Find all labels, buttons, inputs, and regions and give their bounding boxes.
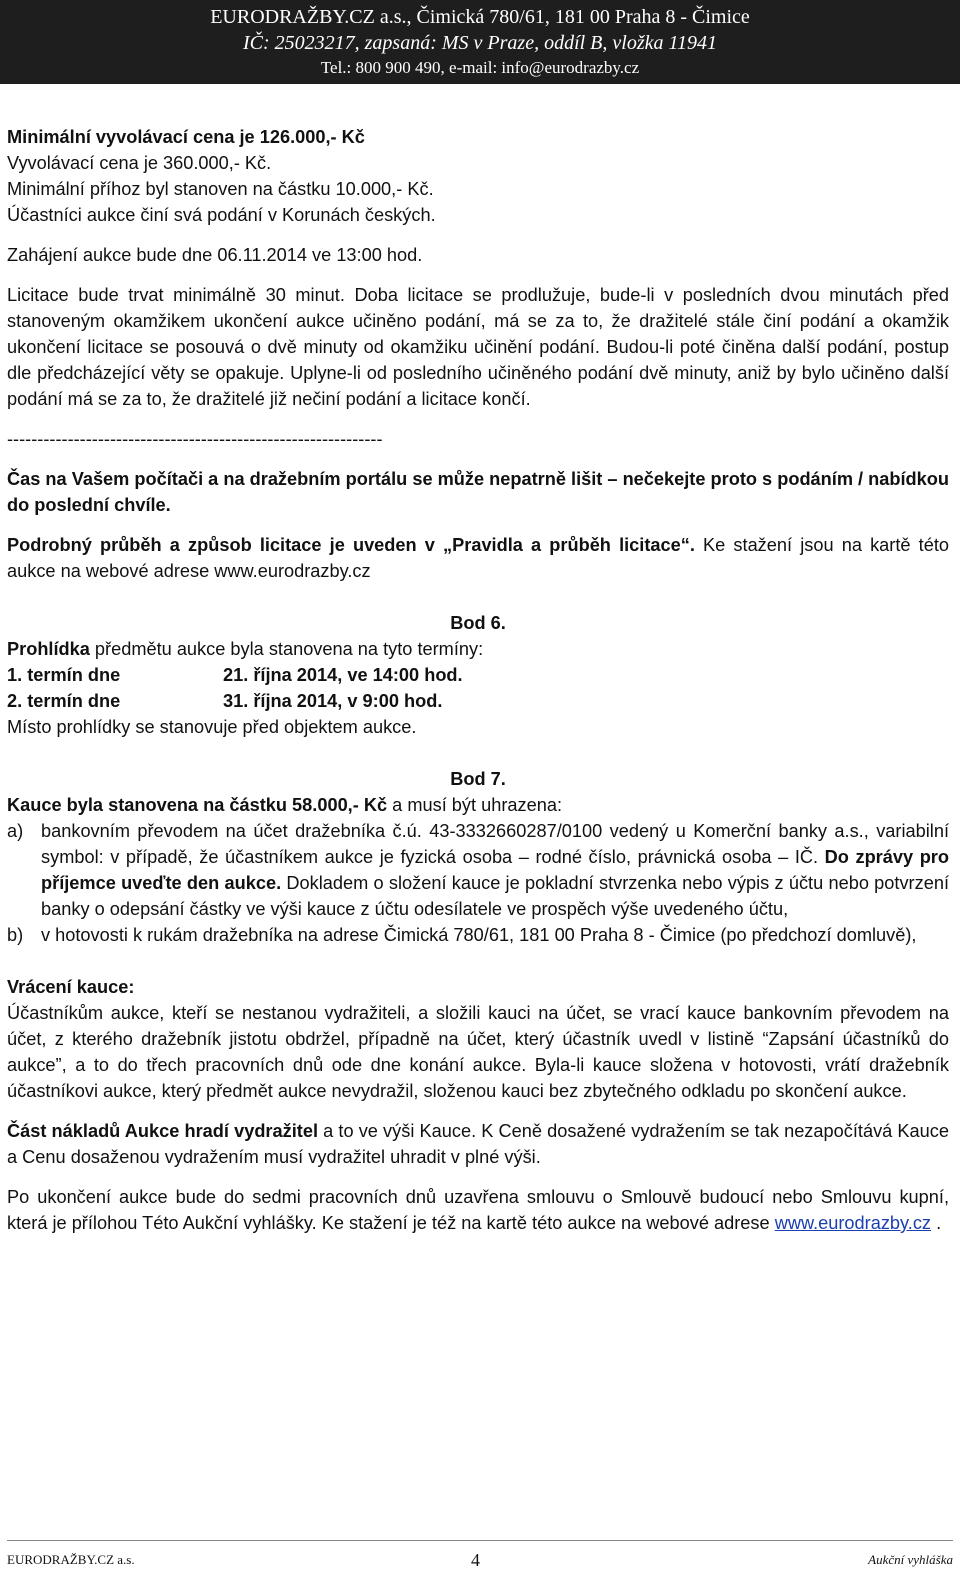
website-link[interactable]: www.eurodrazby.cz [774,1213,932,1233]
letterhead [0,0,960,84]
bod6-intro-bold: Prohlídka [7,639,90,659]
option-b-text: v hotovosti k rukám dražebníka na adrese Čimická 780/61, 181 00 Praha 8 - Čimice (po předchozí domluvě), [41,925,917,945]
bod7-intro-bold: Kauce byla stanovena na částku 58.000,- Kč [7,795,388,815]
document-body [7,124,949,1236]
page-number: 4 [471,1550,480,1570]
company-contact: Tel.: 800 900 490, e-mail: info@eurodrazby.cz [320,58,640,77]
min-bid: Minimální příhoz byl stanoven na částku 10.000,- Kč. [7,179,434,199]
refund-title: Vrácení kauce: [7,977,135,997]
contract-paragraph [7,1184,949,1236]
refund-text: Účastníkům aukce, kteří se nestanou vydražiteli, a složili kauci na účet, se vrací kauce bankovním převodem na účet, z kterého dražebník jistotu obdržel, případně na účet, který účastník uvedl v listině “Zapsání účastníků do aukce”, a to do třech pracovních dnů ode dne konání aukce. Byla-li kauce složena v hotovosti, vrátí dražebník účastníkovi aukce, který předmět aukce nevydražil, složenou kauci bez zbytečného odkladu po skončení aukce. [7,1003,949,1101]
footer-company: EURODRAŽBY.CZ a.s. [7,1552,135,1567]
contract-end: . [931,1213,942,1233]
costs-rest: a to ve výši Kauce. K Ceně dosažené vydražením se tak nezapočítává Kauce a Cenu dosaženou vydražením musí vydražitel uhradit v plné výši. [7,1121,949,1167]
bod6-title: Bod 6. [450,613,506,633]
page-footer [7,1548,953,1578]
term-label: 2. termín dne [7,691,121,711]
term-value: 31. října 2014, v 9:00 hod. [223,691,443,711]
rules-rest: Ke stažení jsou na kartě této aukce na webové adrese www.eurodrazby.cz [7,535,949,581]
list-marker: a) [7,821,24,841]
start-price: Vyvolávací cena je 360.000,- Kč. [7,153,272,173]
costs-paragraph [7,1118,949,1170]
payment-option-a [7,818,949,922]
term-label: 1. termín dne [7,665,121,685]
inspection-term-2 [7,688,949,714]
bod6-intro [7,636,949,662]
option-a-bold: Do zprávy pro příjemce uveďte den aukce. [41,847,949,893]
costs-bold: Část nákladů Aukce hradí vydražitel [7,1121,318,1141]
bod7-title: Bod 7. [450,769,506,789]
option-a-text: bankovním převodem na účet dražebníka č.ú. 43-3332660287/0100 vedený u Komerční banky a.s., variabilní symbol: v případě, že účastníkem aukce je fyzická osoba – rodné číslo, právnická osoba – IČ. [41,821,949,867]
company-registration: IČ: 25023217, zapsaná: MS v Praze, oddíl B, vložka 11941 [242,32,718,54]
inspection-place: Místo prohlídky se stanovuje před objektem aukce. [7,717,417,737]
option-a-text-2: Dokladem o složení kauce je pokladní stvrzenka nebo výpis z účtu nebo potvrzení banky o odepsání částky ve výši kauce z účtu odesílatele ve prospěch výše uvedeného účtu, [41,873,949,919]
rules-bold: Podrobný průběh a způsob licitace je uveden v „Pravidla a průběh licitace“. [7,535,695,555]
currency-note: Účastníci aukce činí svá podání v Korunách českých. [7,205,436,225]
footer-doc-title: Aukční vyhláška [868,1552,953,1567]
rules-paragraph [7,532,949,584]
footer-divider [7,1540,953,1541]
inspection-term-1 [7,662,949,688]
bod6-intro-rest: předmětu aukce byla stanovena na tyto termíny: [89,639,484,659]
term-value: 21. října 2014, ve 14:00 hod. [223,665,463,685]
payment-option-b [7,922,949,948]
bod7-intro-rest: a musí být uhrazena: [387,795,563,815]
auction-start: Zahájení aukce bude dne 06.11.2014 ve 13:00 hod. [7,245,423,265]
min-price: Minimální vyvolávací cena je 126.000,- Kč [7,127,365,147]
contract-text: Po ukončení aukce bude do sedmi pracovních dnů uzavřena smlouvu o Smlouvě budoucí nebo Smlouvu kupní, která je přílohou Této Aukční vyhlášky. Ke stažení je též na kartě této aukce na webové adrese [7,1187,949,1233]
bod7-intro [7,792,949,818]
licitace-paragraph: Licitace bude trvat minimálně 30 minut. Doba licitace se prodlužuje, bude-li v posledních dvou minutách před stanoveným okamžikem ukončení aukce učiněno podání, má se za to, že dražitelé stále činí podání a okamžik ukončení licitace se posouvá o dvě minuty od okamžiku učinění podání. Budou-li poté činěna další podání, postup dle předcházející věty se opakuje. Uplyne-li od posledního učiněného podání dvě minuty, aniž by bylo učiněno další podání má se za to, že dražitelé již nečiní podání a licitace končí. [7,285,949,409]
separator-line: -------------------------------------------------------------- [7,429,383,449]
list-marker: b) [7,925,24,945]
company-name: EURODRAŽBY.CZ a.s., Čimická 780/61, 181 00 Praha 8 - Čimice [210,6,750,28]
time-warning: Čas na Vašem počítači a na dražebním portálu se může nepatrně lišit – nečekejte proto s podáním / nabídkou do poslední chvíle. [7,469,949,515]
